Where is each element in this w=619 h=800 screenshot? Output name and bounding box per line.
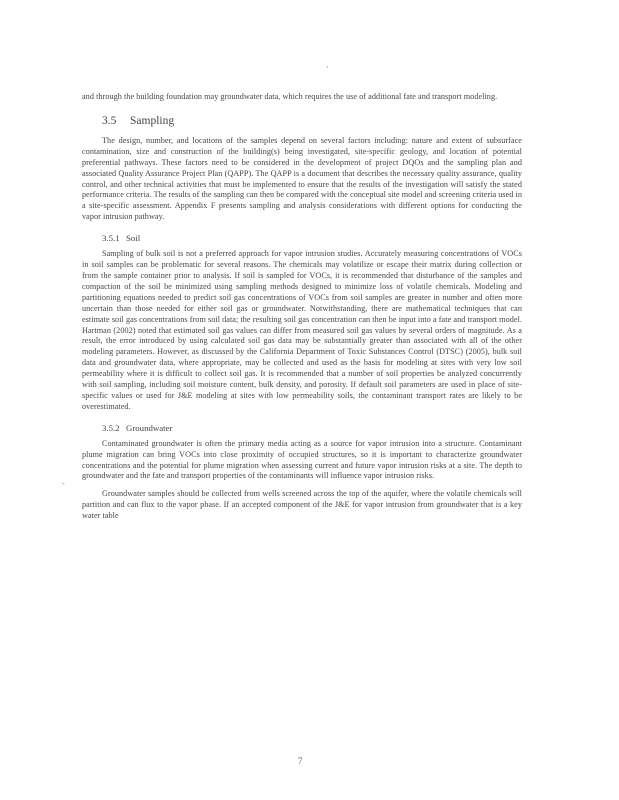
sampling-paragraph: The design, number, and locations of the samples depend on several factors including: nature and extent of subsurface contamination, size and construction of the building(s) being investigated, site-specific geology, and location of potential preferential pathways. These factors need to be considered in the development of project DQOs and the sampling plan and associated Quality Assurance Project Plan (QAPP). The QAPP is a document that describes the necessary quality assurance, quality control, and other technical activities that must be implemented to ensure that the results of the investigation will satisfy the stated performance criteria. The results of the sampling can then be compared with the conceptual site model and screening criteria used in a site-specific assessment. Appendix F presents sampling and analysis considerations with different options for conducting the vapor intrusion pathway.	[82, 135, 522, 222]
subsection-number: 3.5.1	[102, 233, 120, 244]
margin-mark: -	[62, 479, 65, 488]
groundwater-paragraph-2: Groundwater samples should be collected from wells screened across the top of the aquifer, where the volatile chemicals will partition and can flux to the vapor phase. If an accepted component of the J&E for vapor intrusion from groundwater that is a key water table	[82, 489, 522, 521]
intro-paragraph: and through the building foundation may groundwater data, which requires the use of additional fate and transport modeling.	[82, 92, 498, 101]
subsection-title: Groundwater	[126, 422, 173, 433]
groundwater-paragraph-1: Contaminated groundwater is often the primary media acting as a source for vapor intrusion into a structure. Contaminant plume migration can bring VOCs into close proximity of occupied structures, so it is important to characterize groundwater concentrations and the potential for plume migration when assessing current and future vapor intrusion risks at a site. The depth to groundwater and the fate and transport properties of the contaminants will influence vapor intrusion risks.	[82, 438, 522, 481]
section-heading	[102, 115, 522, 127]
top-mark: ·	[326, 62, 329, 72]
subsection-heading-groundwater	[102, 423, 522, 433]
section-number: 3.5	[102, 114, 117, 127]
document-body	[82, 92, 522, 522]
soil-paragraph: Sampling of bulk soil is not a preferred approach for vapor intrusion studies. Accurately measuring concentrations of VOCs in soil samples can be problematic for several reasons. The chemicals may volatilize or escape their matrix during collection or from the sample container prior to analysis. If soil is sampled for VOCs, it is recommended that disturbance of the samples and compaction of the soil be minimized using sampling methods designed to minimize loss of volatile chemicals. Modeling and partitioning equations needed to predict soil gas concentrations of VOCs from soil samples are greater in number and often more uncertain than those needed for either soil gas or groundwater. Notwithstanding, there are mathematical techniques that can estimate soil gas concentrations from soil data; the resulting soil gas concentration can then be input into a fate and transport model. Hartman (2002) noted that estimated soil gas values can differ from measured soil gas values by several orders of magnitude. As a result, the error introduced by using calculated soil gas data may be substantially greater than associated with all of the other modeling parameters. However, as discussed by the California Department of Toxic Substances Control (DTSC) (2005), bulk soil data and groundwater data, where appropriate, may be collected and used as the basis for modeling at sites with very low soil permeability where it is difficult to collect soil gas. It is recommended that a number of soil properties be analyzed concurrently with soil sampling, including soil moisture content, bulk density, and porosity. If default soil parameters are used in place of site-specific values or used for J&E modeling at sites with low permeability soils, the contaminant transport rates are likely to be overestimated.	[82, 249, 522, 411]
subsection-title: Soil	[126, 233, 141, 244]
section-title: Sampling	[130, 114, 175, 127]
subsection-heading-soil	[102, 233, 522, 243]
page-number: 7	[298, 756, 303, 766]
subsection-number: 3.5.2	[102, 422, 120, 433]
